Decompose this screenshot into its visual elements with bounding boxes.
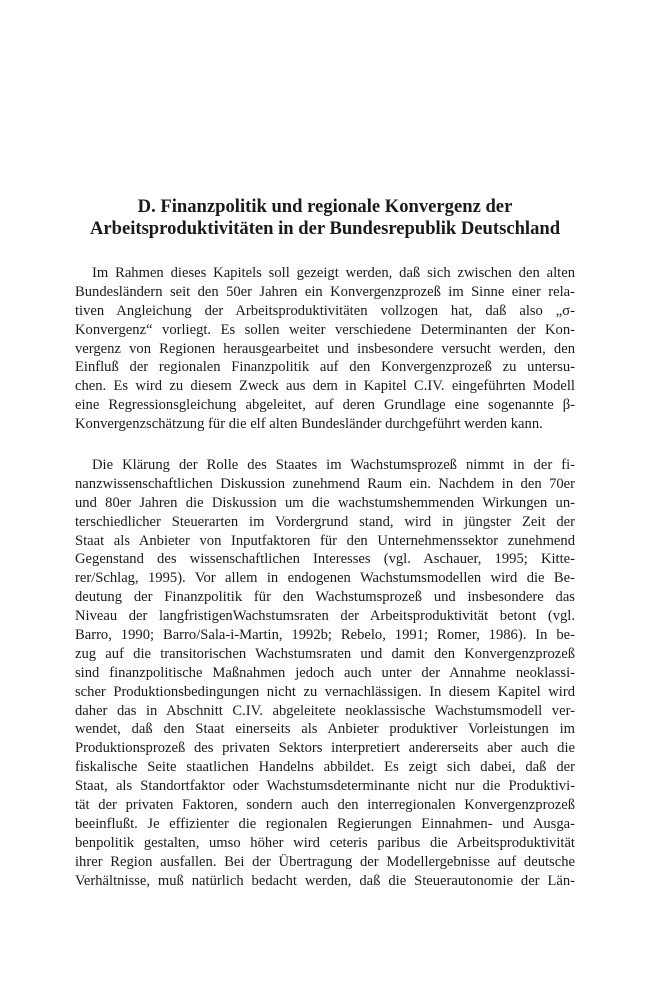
paragraph-line: Niveau der langfristigenWachstumsraten der Arbeitsproduktivität betont (vgl.	[75, 608, 575, 625]
paragraph-line: sind finanzpolitische Maßnahmen jedoch auch unter der Annahme neoklassi-	[75, 664, 575, 681]
paragraph-line: Bundesländern seit den 50er Jahren ein Konvergenzprozeß im Sinne einer rela-	[75, 283, 575, 300]
paragraph-line: scher Produktionsbedingungen nicht zu vernachlässigen. In diesem Kapitel wird	[75, 683, 575, 700]
paragraph-line: rer/Schlag, 1995). Vor allem in endogenen Wachstumsmodellen wird die Be-	[75, 570, 575, 587]
chapter-title-line-1: D. Finanzpolitik und regionale Konvergenz der	[137, 196, 513, 217]
paragraph-line: chen. Es wird zu diesem Zweck aus dem in Kapitel C.IV. eingeführten Modell	[75, 378, 575, 395]
paragraph-2	[75, 456, 575, 890]
paragraph-line: Produktionsprozeß des privaten Sektors interpretiert andererseits aber auch die	[75, 740, 575, 757]
paragraph-line: vergenz von Regionen herausgearbeitet und insbesondere versucht werden, den	[75, 340, 575, 357]
paragraph-line: deutung der Finanzpolitik für den Wachstumsprozeß und insbesondere das	[75, 589, 575, 606]
chapter-title	[60, 196, 590, 240]
paragraph-1	[75, 264, 575, 434]
paragraph-line: Konvergenzschätzung für die elf alten Bundesländer durchgeführt werden kann.	[75, 416, 543, 433]
paragraph-line: Konvergenz“ vorliegt. Es sollen weiter verschiedene Determinanten der Kon-	[75, 321, 575, 338]
paragraph-line: daher das in Abschnitt C.IV. abgeleitete neoklassische Wachstumsmodell ver-	[75, 702, 575, 719]
paragraph-line: Staat als Anbieter von Inputfaktoren für den Unternehmenssektor zunehmend	[75, 532, 575, 549]
paragraph-line: tiven Angleichung der Arbeitsproduktivitäten vollzogen hat, daß also „σ-	[75, 302, 575, 319]
paragraph-line: und 80er Jahren die Diskussion um die wachstumshemmenden Wirkungen un-	[75, 494, 575, 511]
paragraph-line: tät der privaten Faktoren, sondern auch den interregionalen Konvergenzprozeß	[75, 797, 575, 814]
paragraph-line: fiskalische Seite staatlichen Handelns abbildet. Es zeigt sich dabei, daß der	[75, 759, 575, 776]
paragraph-line: wendet, daß den Staat einerseits als Anbieter produktiver Vorleistungen im	[75, 721, 575, 738]
paragraph-line: terschiedlicher Steuerarten im Vordergrund stand, wird in jüngster Zeit der	[75, 513, 575, 530]
paragraph-line: Staat, als Standortfaktor oder Wachstumsdeterminante nicht nur die Produktivi-	[75, 778, 575, 795]
paragraph-line: Im Rahmen dieses Kapitels soll gezeigt werden, daß sich zwischen den alten	[92, 265, 575, 281]
chapter-title-line-2: Arbeitsproduktivitäten in der Bundesrepublik Deutschland	[89, 218, 561, 239]
paragraph-line: Die Klärung der Rolle des Staates im Wachstumsprozeß nimmt in der fi-	[92, 457, 575, 473]
paragraph-line: beeinflußt. Je effizienter die regionalen Regierungen Einnahmen- und Ausga-	[75, 815, 575, 832]
paragraph-line: eine Regressionsgleichung abgeleitet, auf deren Grundlage eine sogenannte β-	[75, 397, 575, 414]
paragraph-line: benpolitik gestalten, umso höher wird ceteris paribus die Arbeitsproduktivität	[75, 834, 575, 851]
paragraph-line: zug auf die transitorischen Wachstumsraten und damit den Konvergenzprozeß	[75, 645, 575, 662]
paragraph-line: Einfluß der regionalen Finanzpolitik auf den Konvergenzprozeß zu untersu-	[75, 359, 575, 376]
paragraph-line: Verhältnisse, muß natürlich bedacht werden, daß die Steuerautonomie der Län-	[75, 872, 575, 889]
paragraph-line: Barro, 1990; Barro/Sala-i-Martin, 1992b; Rebelo, 1991; Romer, 1986). In be-	[75, 627, 575, 644]
paragraph-line: nanzwissenschaftlichen Diskussion zunehmend Raum ein. Nachdem in den 70er	[75, 475, 575, 492]
paragraph-line: ihrer Region ausfallen. Bei der Übertragung der Modellergebnisse auf deutsche	[75, 853, 575, 870]
paragraph-line: Gegenstand des wissenschaftlichen Interesses (vgl. Aschauer, 1995; Kitte-	[75, 551, 575, 568]
